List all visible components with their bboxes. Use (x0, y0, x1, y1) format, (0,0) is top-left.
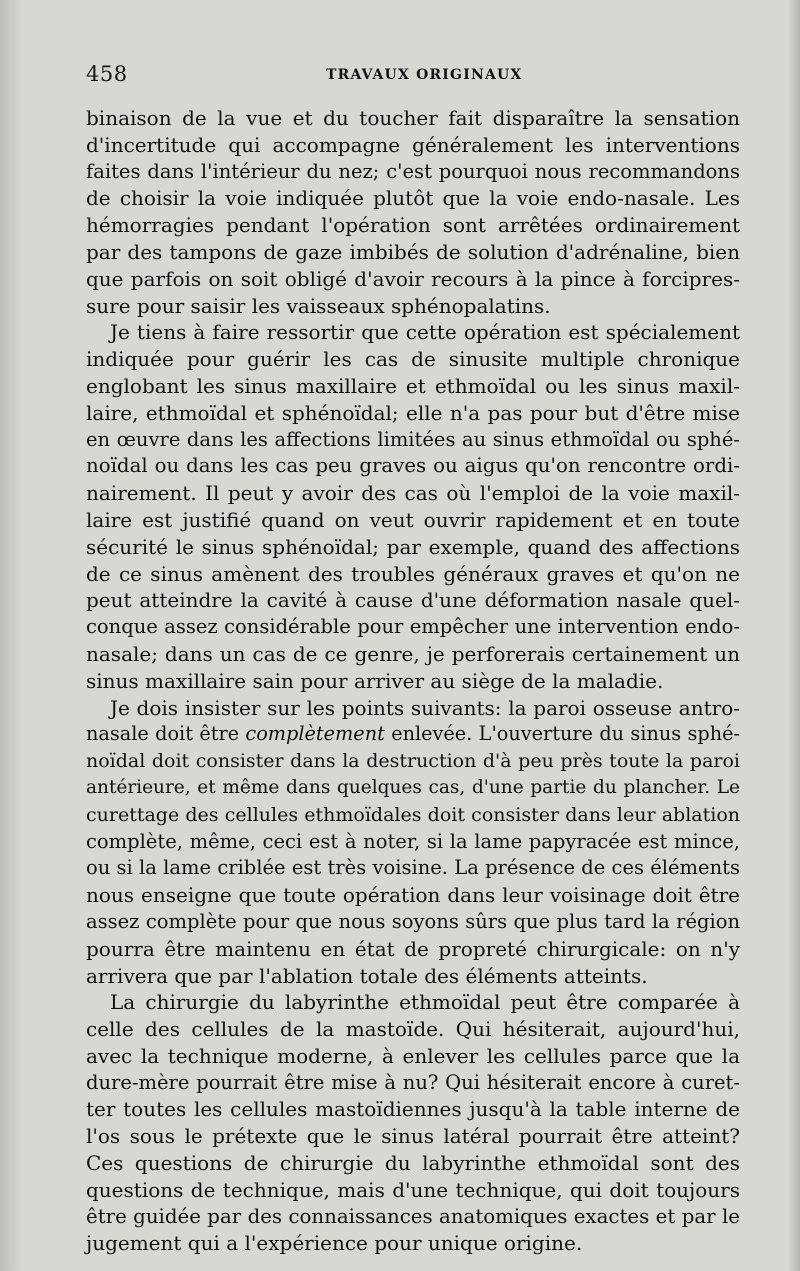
text-line: pourra être maintenu en état de propreté chirurgicale: on n'y (86, 936, 740, 961)
text-line: complète, même, ceci est à noter, si la lame papyracée est mince, (86, 829, 740, 853)
text-line: Ces questions de chirurgie du labyrinthe ethmoïdal sont des (86, 1151, 740, 1176)
text-line: questions de technique, mais d'une technique, qui doit toujours (86, 1177, 740, 1202)
page-edge-shadow-left (0, 0, 22, 1271)
page-edge-shadow-right (788, 0, 800, 1271)
text-line: laire est justifié quand on veut ouvrir rapidement et en toute (86, 507, 740, 532)
text-line: par des tampons de gaze imbibés de solution d'adrénaline, bien (86, 239, 740, 264)
page-number: 458 (86, 62, 128, 86)
text-line: noïdal doit consister dans la destruction d'à peu près toute la paroi (86, 750, 740, 773)
paragraph-first-line: La chirurgie du labyrinthe ethmoïdal peut être comparée à (110, 990, 740, 1015)
text-line: celle des cellules de la mastoïde. Qui hésiterait, aujourd'hui, (86, 1017, 740, 1042)
text-line: nous enseigne que toute opération dans leur voisinage doit être (86, 883, 740, 908)
text-line: être guidée par des connaissances anatomiques exactes et par le (86, 1204, 740, 1228)
paragraph-end-line: arrivera que par l'ablation totale des éléments atteints. (86, 963, 648, 988)
text-line: de ce sinus amènent des troubles généraux graves et qu'on ne (86, 561, 740, 586)
text-line: l'os sous le prétexte que le sinus latéral pourrait être atteint? (86, 1124, 740, 1149)
text-line: noïdal ou dans les cas peu graves ou aigus qu'on rencontre ordi- (86, 454, 740, 478)
paragraph-first-line: Je dois insister sur les points suivants: la paroi osseuse antro- (110, 695, 740, 720)
text-line: antérieure, et même dans quelques cas, d'une partie du plancher. Le (86, 776, 740, 798)
text-line: d'incertitude qui accompagne généralement les interventions (86, 132, 740, 157)
text-line: englobant les sinus maxillaire et ethmoïdal ou les sinus maxil- (86, 373, 740, 398)
text-line: nasale; dans un cas de ce genre, je perforerais certainement un (86, 641, 740, 666)
text-line: curettage des cellules ethmoïdales doit consister dans leur ablation (86, 803, 740, 826)
running-title: TRAVAUX ORIGINAUX (326, 67, 523, 83)
text-line: conque assez considérable pour empêcher une intervention endo- (86, 615, 740, 639)
text-line: que parfois on soit obligé d'avoir recours à la pince à forcipres- (86, 266, 740, 291)
italic-word: complètement (245, 722, 385, 746)
text-line: ter toutes les cellules mastoïdiennes jusqu'à la table interne de (86, 1097, 740, 1122)
text-line-with-italic (86, 721, 740, 748)
text-line: faites dans l'intérieur du nez; c'est pourquoi nous recommandons (86, 159, 740, 183)
text-line: nairement. Il peut y avoir des cas où l'emploi de la voie maxil- (86, 481, 740, 506)
text-line: sécurité le sinus sphénoïdal; par exemple, quand des affections (86, 534, 740, 559)
text-line: peut atteindre la cavité à cause d'une déformation nasale quel- (86, 588, 740, 613)
paragraph-end-line: sinus maxillaire sain pour arriver au siège de la maladie. (86, 668, 664, 693)
text-line: indiquée pour guérir les cas de sinusite multiple chronique (86, 347, 740, 372)
text-line: assez complète pour que nous soyons sûrs que plus tard la région (86, 909, 740, 933)
text-line: de choisir la voie indiquée plutôt que la voie endo-nasale. Les (86, 186, 740, 211)
paragraph-first-line: Je tiens à faire ressortir que cette opération est spécialement (110, 320, 740, 345)
text-segment: enlevée. L'ouverture du sinus sphé- (384, 722, 740, 746)
text-line: hémorragies pendant l'opération sont arrêtées ordinairement (86, 213, 740, 238)
text-line: dure-mère pourrait être mise à nu? Qui hésiterait encore à curet- (86, 1070, 740, 1094)
text-line: laire, ethmoïdal et sphénoïdal; elle n'a pas pour but d'être mise (86, 400, 740, 425)
text-line: en œuvre dans les affections limitées au sinus ethmoïdal ou sphé- (86, 427, 740, 451)
paragraph-end-line: sure pour saisir les vaisseaux sphénopalatins. (86, 293, 551, 318)
text-line: binaison de la vue et du toucher fait disparaître la sensation (86, 106, 740, 130)
running-head (86, 60, 732, 90)
text-line: ou si la lame criblée est très voisine. La présence de ces éléments (86, 856, 740, 880)
text-line: avec la technique moderne, à enlever les cellules parce que la (86, 1043, 740, 1068)
paragraph-end-line: jugement qui a l'expérience pour unique origine. (86, 1231, 583, 1256)
body-text (86, 105, 740, 1257)
text-segment: nasale doit être (86, 722, 246, 746)
